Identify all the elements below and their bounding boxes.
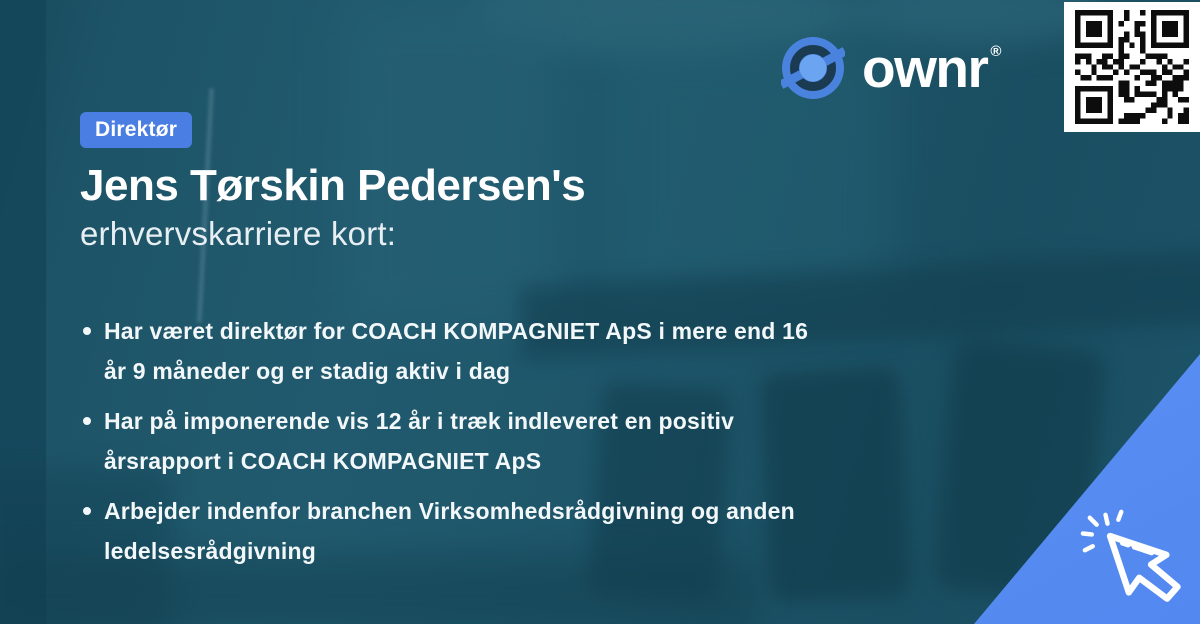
list-item (80, 311, 808, 391)
bullet-line: Har været direktør for COACH KOMPAGNIET ApS i mere end 16 (104, 317, 809, 344)
bullet-dot-icon (83, 507, 91, 515)
bullet-line: årsrapport i COACH KOMPAGNIET ApS (104, 447, 542, 474)
qr-code-pattern (1075, 10, 1189, 124)
career-facts-list (80, 311, 808, 571)
qr-code (1064, 2, 1200, 132)
bullet-line: Arbejder indenfor branchen Virksomhedsrådgivning og anden (104, 497, 795, 524)
page-title: Jens Tørskin Pedersen's (80, 161, 586, 210)
ownr-logo (781, 36, 1002, 100)
registered-mark: ® (990, 42, 1002, 60)
bullet-line: ledelsesrådgivning (104, 537, 316, 564)
bullet-line: Har på imponerende vis 12 år i træk indleveret en positiv (104, 407, 735, 434)
ownr-ring-icon (781, 36, 845, 100)
cursor-click-icon (1078, 504, 1196, 622)
list-item (80, 401, 808, 481)
page-subtitle: erhvervskarriere kort: (80, 214, 397, 252)
ownr-wordmark (862, 36, 1002, 99)
bullet-dot-icon (83, 417, 91, 425)
bullet-dot-icon (83, 327, 91, 335)
card-content (80, 112, 808, 581)
bullet-line: år 9 måneder og er stadig aktiv i dag (104, 357, 511, 384)
list-item (80, 491, 808, 571)
wordmark-text: ownr (862, 36, 988, 99)
role-badge: Direktør (80, 112, 192, 148)
